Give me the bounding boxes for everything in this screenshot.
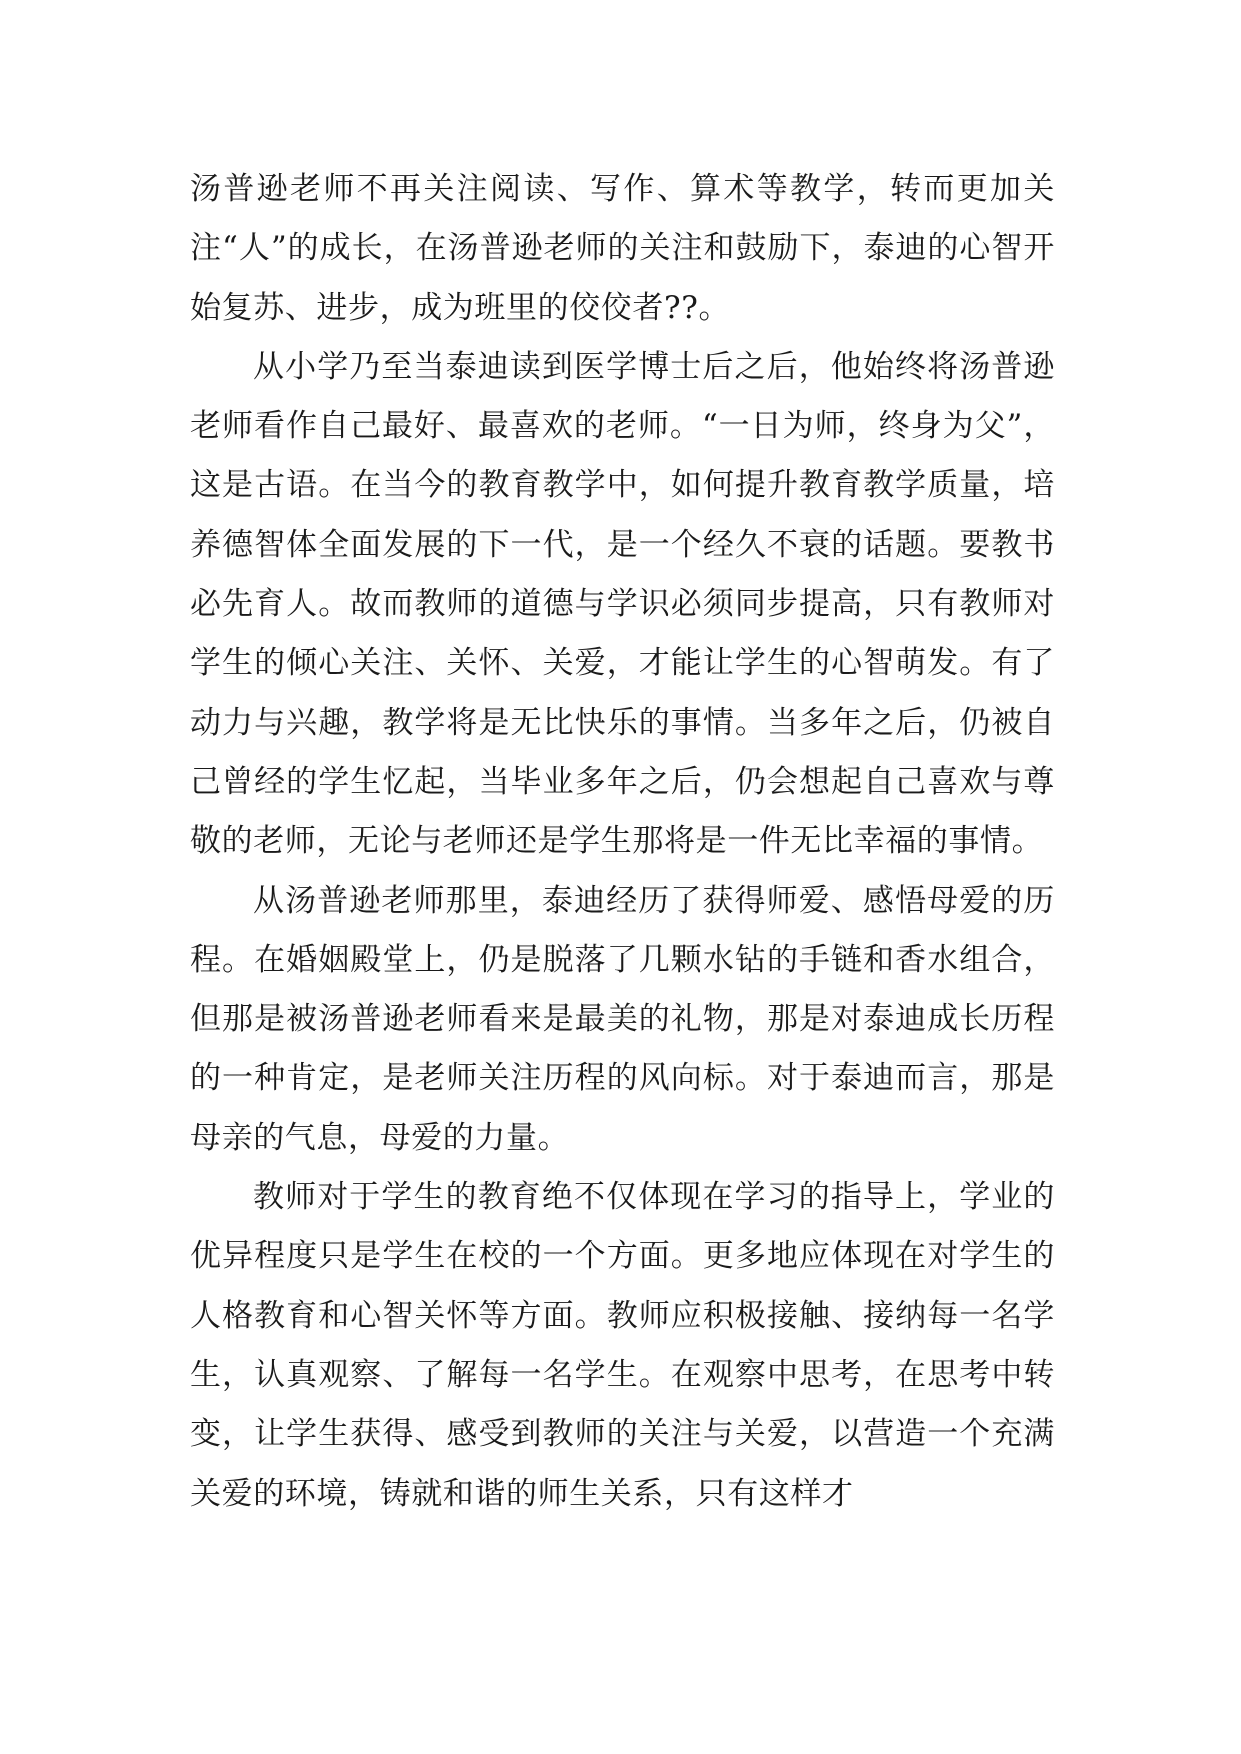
paragraph-4: 教师对于学生的教育绝不仅体现在学习的指导上，学业的优异程度只是学生在校的一个方面。更多地应体现在对学生的人格教育和心智关怀等方面。教师应积极接触、接纳每一名学生，认真观察、了解每一名学生。在观察中思考，在思考中转变，让学生获得、感受到教师的关注与关爱，以营造一个充满关爱的环境，铸就和谐的师生关系，只有这样才: [190, 1179, 1055, 1512]
paragraph-2: 从小学乃至当泰迪读到医学博士后之后，他始终将汤普逊老师看作自己最好、最喜欢的老师。“一日为师，终身为父”，这是古语。在当今的教育教学中，如何提升教育教学质量，培养德智体全面发展的下一代，是一个经久不衰的话题。要教书必先育人。故而教师的道德与学识必须同步提高，只有教师对学生的倾心关注、关怀、关爱，才能让学生的心智萌发。有了动力与兴趣，教学将是无比快乐的事情。当多年之后，仍被自己曾经的学生忆起，当毕业多年之后，仍会想起自己喜欢与尊敬的老师，无论与老师还是学生那将是一件无比幸福的事情。: [190, 348, 1055, 860]
paragraph-1: 汤普逊老师不再关注阅读、写作、算术等教学，转而更加关注“人”的成长，在汤普逊老师的关注和鼓励下，泰迪的心智开始复苏、进步，成为班里的佼佼者??。: [190, 171, 1055, 326]
paragraph-3: 从汤普逊老师那里，泰迪经历了获得师爱、感悟母爱的历程。在婚姻殿堂上，仍是脱落了几颗水钻的手链和香水组合，但那是被汤普逊老师看来是最美的礼物，那是对泰迪成长历程的一种肯定，是老师关注历程的风向标。对于泰迪而言，那是母亲的气息，母爱的力量。: [190, 882, 1055, 1156]
body-text: [190, 160, 1055, 1524]
